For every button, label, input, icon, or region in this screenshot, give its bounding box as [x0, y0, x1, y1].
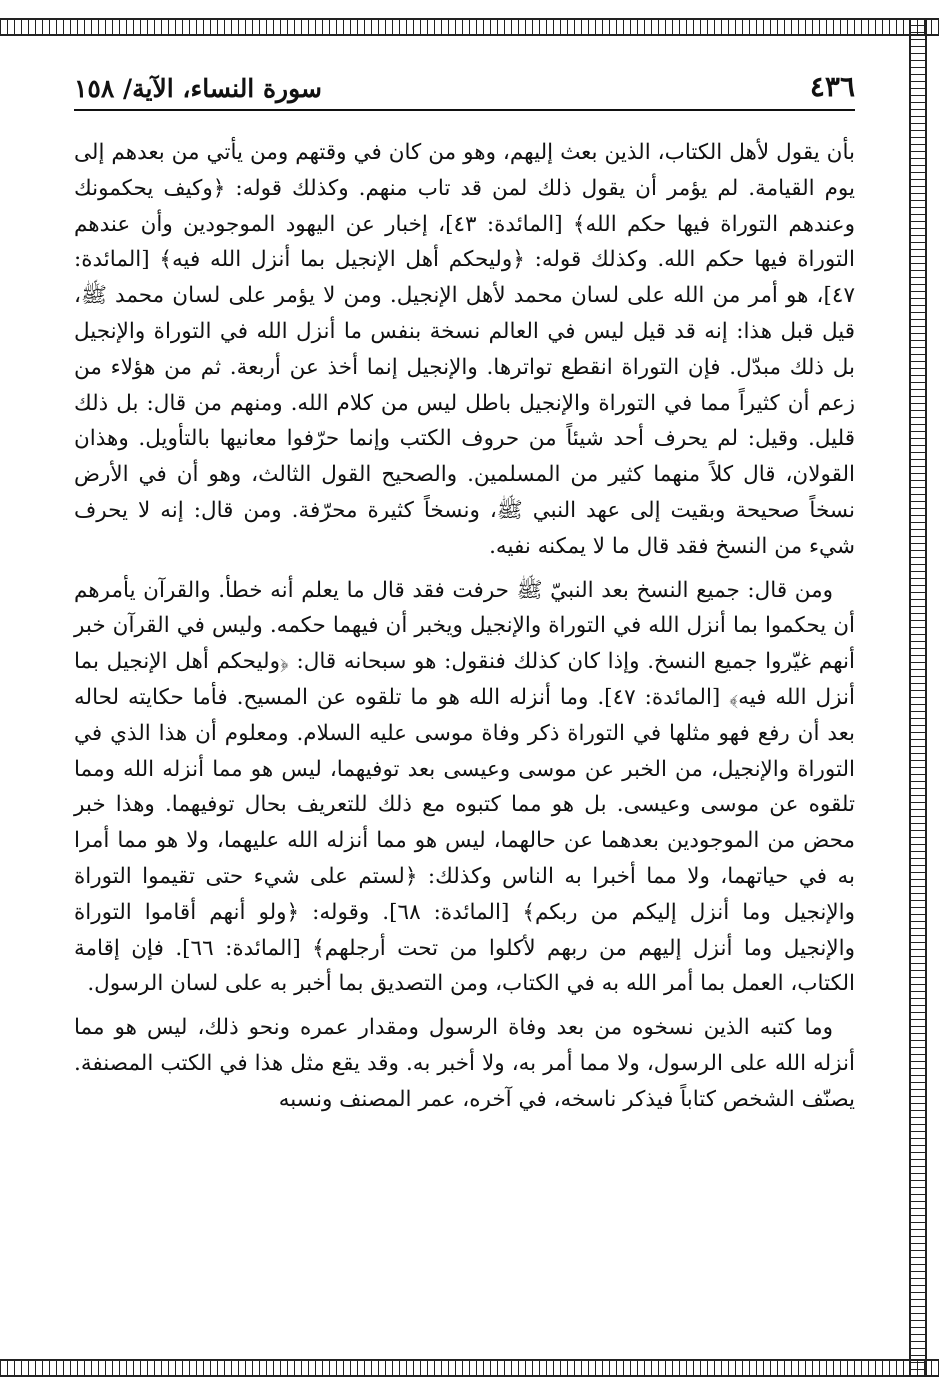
bottom-ornamental-border	[0, 1359, 939, 1377]
right-ornamental-border	[909, 18, 927, 1377]
page-number: ٤٣٦	[809, 70, 855, 103]
paragraph-1: بأن يقول لأهل الكتاب، الذين بعث إليهم، وهو من كان في وقتهم ومن يأتي من بعدهم إلى يوم القيامة. لم يؤمر أن يقول ذلك لمن قد تاب منهم. وكذلك قوله: ﴿وكيف يحكمونك وعندهم التوراة فيها حكم الله﴾ [المائدة: ٤٣]، إخبار عن اليهود الموجودين وأن عندهم التوراة فيها حكم الله. وكذلك قوله: ﴿وليحكم أهل الإنجيل بما أنزل الله فيه﴾ [المائدة: ٤٧]، هو أمر من الله على لسان محمد لأهل الإنجيل. ومن لا يؤمر على لسان محمد ﷺ، قيل قبل هذا: إنه قد قيل ليس في العالم نسخة بنفس ما أنزل الله في التوراة والإنجيل بل ذلك مبدّل. فإن التوراة انقطع تواترها. والإنجيل إنما أخذ عن أربعة. ثم من هؤلاء من زعم أن كثيراً مما في التوراة والإنجيل باطل ليس من كلام الله. ومنهم من قال: بل ذلك قليل. وقيل: لم يحرف أحد شيئاً من حروف الكتب وإنما حرّفوا معانيها بالتأويل. وهذان القولان، قال كلاً منهما كثير من المسلمين. والصحيح القول الثالث، وهو أن في الأرض نسخاً صحيحة وبقيت إلى عهد النبي ﷺ، ونسخاً كثيرة محرّفة. ومن قال: إنه لا يحرف شيء من النسخ فقد قال ما لا يمكنه نفيه.	[74, 140, 855, 559]
paragraph-3: وما كتبه الذين نسخوه من بعد وفاة الرسول ومقدار عمره ونحو ذلك، ليس هو مما أنزله الله على الرسول، ولا مما أمر به، ولا أخبر به. وقد يقع مثل هذا في الكتب المصنفة. يصنّف الشخص كتاباً فيذكر ناسخه، في آخره، عمر المصنف ونسبه	[74, 1015, 855, 1112]
paragraph-2: ومن قال: جميع النسخ بعد النبيّ ﷺ حرفت فقد قال ما يعلم أنه خطأ. والقرآن يأمرهم أن يحكموا بما أنزل الله في التوراة والإنجيل ويخبر أن فيهما حكمه. وليس في القرآن خبر أنهم غيّروا جميع النسخ. وإذا كان كذلك فنقول: هو سبحانه قال: ﴿وليحكم أهل الإنجيل بما أنزل الله فيه﴾ [المائدة: ٤٧]. وما أنزله الله هو ما تلقوه عن المسيح. فأما حكايته لحاله بعد أن رفع فهو مثلها في التوراة ذكر وفاة موسى عليه السلام. ومعلوم أن هذا الذي في التوراة والإنجيل، من الخبر عن موسى وعيسى بعد توفيهما، ليس هو مما أنزله الله ومما تلقوه عن موسى وعيسى. بل هو مما كتبوه مع ذلك للتعريف بحال توفيهما. وهذا خبر محض من الموجودين بعدهما عن حالهما، ليس هو مما أنزله الله عليهما، ولا هو مما أمرا به في حياتهما، ولا مما أخبرا به الناس وكذلك: ﴿لستم على شيء حتى تقيموا التوراة والإنجيل وما أنزل إليكم من ربكم﴾ [المائدة: ٦٨]. وقوله: ﴿ولو أنهم أقاموا التوراة والإنجيل وما أنزل إليهم من ربهم لأكلوا من تحت أرجلهم﴾ [المائدة: ٦٦]. فإن إقامة الكتاب، العمل بما أمر الله به في الكتاب، ومن التصديق بما أخبر به على لسان الرسول.	[74, 577, 856, 997]
text-body	[74, 135, 855, 1118]
page-content	[74, 70, 855, 1329]
top-ornamental-border	[0, 18, 939, 36]
surah-title: سورة النساء، الآية/ ١٥٨	[74, 74, 322, 103]
running-header	[74, 70, 855, 111]
